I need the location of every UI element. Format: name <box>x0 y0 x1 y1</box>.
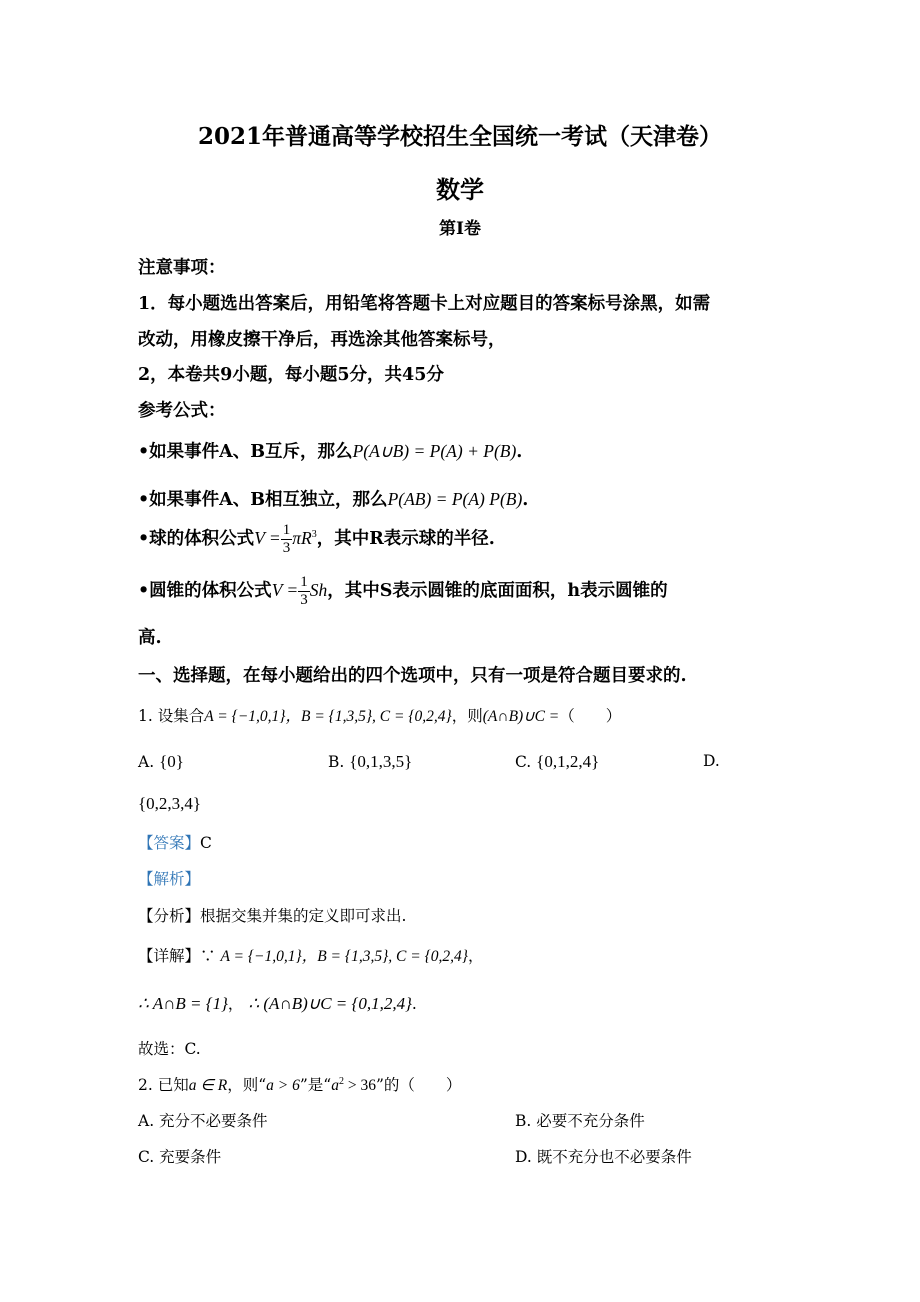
question-2-stem <box>138 1073 461 1095</box>
stem-text: 1. 设集合 <box>138 707 205 725</box>
formula-rhs: Sh <box>309 580 328 600</box>
fraction <box>281 522 293 557</box>
detail-step: ∴ A∩B = {1} <box>138 994 228 1013</box>
formula-text: •如果事件A、B相互独立，那么 <box>138 490 388 510</box>
option-value: {0} <box>159 752 184 771</box>
volume-label: 第I卷 <box>439 219 481 239</box>
stem-text: ，则“ <box>227 1076 267 1094</box>
stem-math: > 36 <box>343 1077 376 1094</box>
formula-math: P(A∪B) = P(A) + P(B) <box>352 441 517 461</box>
question-1-option-c <box>515 752 599 772</box>
formula-lhs: V = <box>254 528 281 548</box>
formula-math: P(AB) = P(A) P(B) <box>387 489 523 509</box>
formula-mutually-exclusive: •如果事件A、B互斥，那么P(A∪B) = P(A) + P(B). <box>138 441 523 462</box>
question-2-option-b: B. 必要不充分条件 <box>515 1112 645 1130</box>
exponent: 2 <box>338 1075 344 1087</box>
fraction <box>298 574 310 609</box>
stem-text: 2. 已知 <box>138 1076 189 1094</box>
subject-title: 数学 <box>436 175 484 204</box>
question-1-option-d-value: {0,2,3,4} <box>138 794 202 813</box>
question-2-option-a: A. 充分不必要条件 <box>138 1112 268 1130</box>
formula-independent: •如果事件A、B相互独立，那么P(AB) = P(A) P(B). <box>138 489 529 510</box>
exponent: 3 <box>311 529 317 541</box>
stem-blank: （ ） <box>559 707 622 725</box>
stem-math: a <box>331 1077 339 1094</box>
option-label: C. <box>515 753 532 771</box>
formula-cone-tail: 高. <box>138 628 162 648</box>
stem-math: a ∈ R <box>188 1077 228 1094</box>
formula-tail: ，其中S表示圆锥的底面面积，h表示圆锥的 <box>327 581 668 601</box>
answer-tag: 【答案】 <box>138 834 201 852</box>
stem-expression: (A∩B)∪C = <box>482 708 560 725</box>
question-1-choice: 故选：C. <box>138 1040 201 1058</box>
question-1-detail-line2 <box>138 992 417 1014</box>
notes-item1-line1: 1．每小题选出答案后，用铅笔将答题卡上对应题目的答案标号涂黑，如需 <box>138 294 711 314</box>
question-2-option-d: D. 既不充分也不必要条件 <box>515 1148 692 1166</box>
question-1-option-a <box>138 752 184 772</box>
formula-rhs: πR <box>292 528 312 548</box>
question-1-option-d-label: D. <box>703 752 720 770</box>
stem-sets: A = {−1,0,1}，B = {1,3,5}, C = {0,2,4} <box>204 708 452 725</box>
fraction-denominator: 3 <box>282 540 291 556</box>
fraction-numerator: 1 <box>300 574 308 590</box>
question-1-stem <box>138 704 621 726</box>
question-1-fenxi: 【分析】根据交集并集的定义即可求出. <box>138 907 407 925</box>
option-label: A. <box>138 753 155 771</box>
fraction-denominator: 3 <box>300 592 308 608</box>
detail-math: A = {−1,0,1}，B = {1,3,5}, C = {0,2,4} <box>220 948 468 965</box>
stem-text: ”是“ <box>299 1076 332 1094</box>
notes-item2: 2，本卷共9小题，每小题5分，共45分 <box>138 365 444 385</box>
section-heading: 一、选择题，在每小题给出的四个选项中，只有一项是符合题目要求的. <box>138 666 687 686</box>
question-1-answer <box>138 831 212 853</box>
detail-tag: 【详解】∵ <box>138 947 216 965</box>
formula-tail: ，其中R表示球的半径. <box>316 529 495 549</box>
formula-cone-volume <box>138 574 668 609</box>
detail-step: ∴ (A∩B)∪C = {0,1,2,4} <box>248 994 412 1013</box>
formula-text: •圆锥的体积公式 <box>138 581 272 601</box>
question-2-option-c: C. 充要条件 <box>138 1148 222 1166</box>
option-label: B. <box>328 753 345 771</box>
stem-text: ，则 <box>451 707 483 725</box>
question-1-option-b <box>328 752 412 772</box>
detail-punct: ， <box>467 947 484 965</box>
option-value: {0,1,2,4} <box>536 752 600 771</box>
formula-text: •球的体积公式 <box>138 529 255 549</box>
notes-heading: 注意事项： <box>138 258 226 278</box>
question-1-analysis-tag: 【解析】 <box>138 870 201 888</box>
formula-text: •如果事件A、B互斥，那么 <box>138 442 353 462</box>
detail-punct: . <box>411 995 417 1013</box>
stem-text: ”的（ ） <box>375 1076 462 1094</box>
answer-value: C <box>200 834 212 852</box>
exam-title: 2021年普通高等学校招生全国统一考试（天津卷） <box>197 123 722 150</box>
formula-lhs: V = <box>271 580 299 600</box>
notes-item1-line2: 改动，用橡皮擦干净后，再选涂其他答案标号， <box>138 330 506 350</box>
stem-math: a > 6 <box>266 1077 300 1094</box>
formulas-heading: 参考公式： <box>138 401 226 421</box>
formula-sphere-volume <box>138 522 495 557</box>
detail-punct: ， <box>227 995 244 1013</box>
option-value: {0,1,3,5} <box>349 752 413 771</box>
fraction-numerator: 1 <box>282 522 291 538</box>
question-1-detail-line1 <box>138 944 484 966</box>
